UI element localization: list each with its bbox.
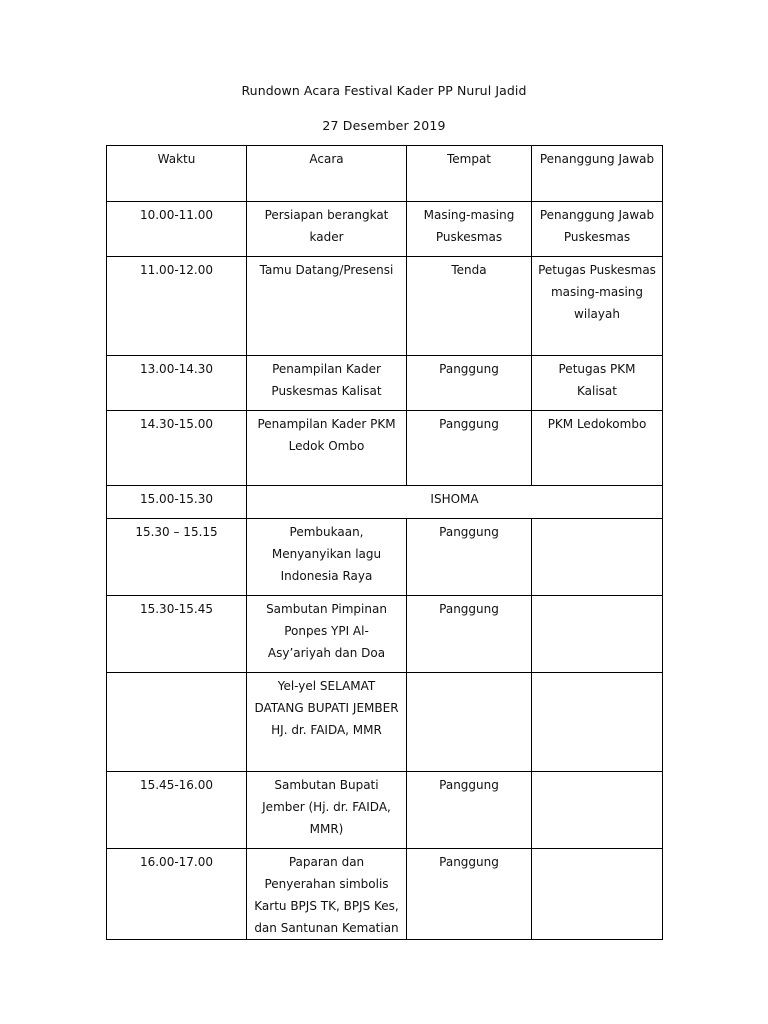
table-row [107,849,663,940]
table-row [107,772,663,849]
table-row [107,202,663,257]
header-penanggung-jawab: Penanggung Jawab [532,146,663,202]
cell-tempat: Masing-masing Puskesmas [407,202,532,257]
cell-acara: Yel-yel SELAMAT DATANG BUPATI JEMBER HJ. dr. FAIDA, MMR [247,673,407,772]
cell-tempat: Panggung [407,596,532,673]
cell-tempat: Panggung [407,356,532,411]
cell-waktu: 15.45-16.00 [107,772,247,849]
table-row [107,411,663,486]
cell-penanggung-jawab: PKM Ledokombo [532,411,663,486]
table-row [107,673,663,772]
cell-waktu: 15.30 – 15.15 [107,519,247,596]
cell-penanggung-jawab [532,673,663,772]
cell-tempat: Panggung [407,849,532,940]
cell-tempat: Panggung [407,519,532,596]
table-row [107,519,663,596]
document-title: Rundown Acara Festival Kader PP Nurul Jadid [241,83,527,98]
cell-penanggung-jawab [532,849,663,940]
header-tempat: Tempat [407,146,532,202]
cell-tempat [407,673,532,772]
table-row [107,486,663,519]
cell-waktu [107,673,247,772]
cell-waktu: 15.00-15.30 [107,486,247,519]
cell-waktu: 14.30-15.00 [107,411,247,486]
cell-penanggung-jawab: Penanggung Jawab Puskesmas [532,202,663,257]
header-acara: Acara [247,146,407,202]
cell-waktu: 16.00-17.00 [107,849,247,940]
table-row [107,257,663,356]
cell-acara: Tamu Datang/Presensi [247,257,407,356]
cell-waktu: 15.30-15.45 [107,596,247,673]
cell-acara: Sambutan Pimpinan Ponpes YPI Al-Asy’ariyah dan Doa [247,596,407,673]
cell-waktu: 10.00-11.00 [107,202,247,257]
table-row [107,596,663,673]
cell-acara: Penampilan Kader PKM Ledok Ombo [247,411,407,486]
document-date: 27 Desember 2019 [322,118,446,133]
cell-tempat: Tenda [407,257,532,356]
cell-acara: Persiapan berangkat kader [247,202,407,257]
cell-acara: Sambutan Bupati Jember (Hj. dr. FAIDA, MMR) [247,772,407,849]
cell-waktu: 11.00-12.00 [107,257,247,356]
rundown-table [106,145,663,940]
table-header-row [107,146,663,202]
table-row [107,356,663,411]
cell-ishoma-merged: ISHOMA [247,486,663,519]
cell-penanggung-jawab [532,772,663,849]
cell-tempat: Panggung [407,772,532,849]
cell-acara: Paparan dan Penyerahan simbolis Kartu BPJS TK, BPJS Kes, dan Santunan Kematian [247,849,407,940]
header-waktu: Waktu [107,146,247,202]
cell-acara: Pembukaan, Menyanyikan lagu Indonesia Raya [247,519,407,596]
cell-acara: Penampilan Kader Puskesmas Kalisat [247,356,407,411]
cell-penanggung-jawab [532,596,663,673]
cell-penanggung-jawab [532,519,663,596]
cell-penanggung-jawab: Petugas Puskesmas masing-masing wilayah [532,257,663,356]
cell-penanggung-jawab: Petugas PKM Kalisat [532,356,663,411]
cell-waktu: 13.00-14.30 [107,356,247,411]
cell-tempat: Panggung [407,411,532,486]
